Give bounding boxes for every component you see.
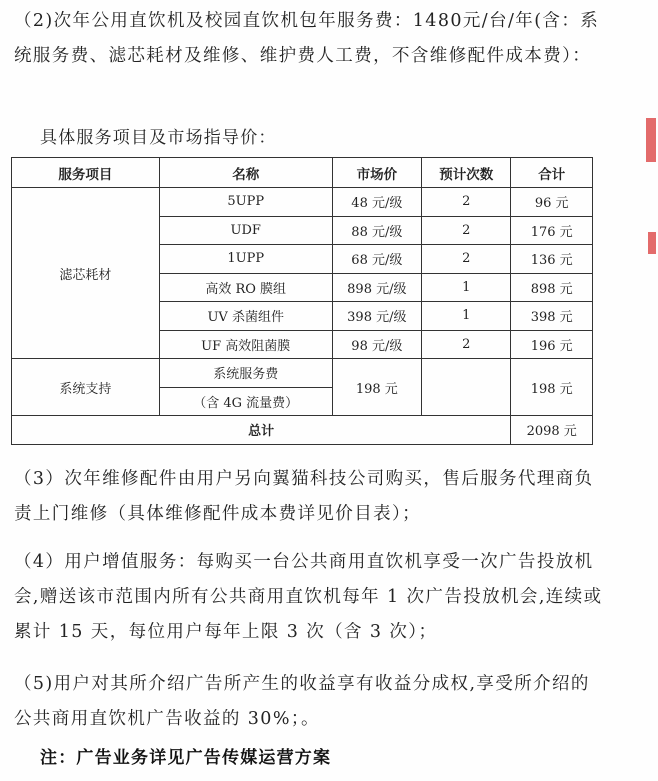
- item-total: 136 元: [511, 245, 593, 274]
- item-count: 2: [422, 188, 511, 217]
- table-total-row: [12, 416, 593, 445]
- item-count: 2: [422, 245, 511, 274]
- total-value: 2098 元: [511, 416, 593, 445]
- item-name: UDF: [159, 216, 332, 245]
- group-filter-consumables: 滤芯耗材: [12, 188, 160, 359]
- header-market-price: 市场价: [332, 158, 421, 188]
- item-count: 1: [422, 302, 511, 331]
- item-count: 1: [422, 273, 511, 302]
- item-total: 898 元: [511, 273, 593, 302]
- paragraph-2: （2)次年公用直饮机及校园直饮机包年服务费：1480元/台/年(含：系统服务费、滤芯耗材及维修、维护费人工费，不含维修配件成本费）：: [14, 11, 600, 66]
- table-row: [12, 188, 593, 217]
- header-service-item: 服务项目: [12, 158, 160, 188]
- price-intro: 具体服务项目及市场指导价：: [40, 128, 277, 148]
- table-row: [12, 359, 593, 388]
- header-total: 合计: [511, 158, 593, 188]
- item-total: 96 元: [511, 188, 593, 217]
- header-estimated-count: 预计次数: [422, 158, 511, 188]
- service-price-table: [11, 157, 593, 445]
- item-price: 398 元/级: [332, 302, 421, 331]
- paragraph-3: （3）次年维修配件由用户另向翼猫科技公司购买，售后服务代理商负责上门维修（具体维修配件成本费详见价目表）；: [14, 469, 594, 524]
- header-name: 名称: [159, 158, 332, 188]
- item-total: 198 元: [511, 359, 593, 416]
- item-price: 88 元/级: [332, 216, 421, 245]
- paragraph-5: （5)用户对其所介绍广告所产生的收益享有收益分成权,享受所介绍的公共商用直饮机广告收益的 30%；。: [14, 674, 590, 729]
- total-label: 总计: [12, 416, 511, 445]
- ad-note: 注：广告业务详见广告传媒运营方案: [40, 748, 332, 768]
- item-total: 398 元: [511, 302, 593, 331]
- item-total: 196 元: [511, 330, 593, 359]
- group-system-support: 系统支持: [12, 359, 160, 416]
- item-name: 系统服务费: [159, 359, 332, 388]
- item-name: 高效 RO 膜组: [159, 273, 332, 302]
- table-header-row: [12, 158, 593, 188]
- item-total: 176 元: [511, 216, 593, 245]
- red-stamp-edge: [646, 118, 656, 162]
- item-count: 2: [422, 330, 511, 359]
- item-name: UV 杀菌组件: [159, 302, 332, 331]
- item-count: 2: [422, 216, 511, 245]
- item-name-note: （含 4G 流量费）: [159, 387, 332, 416]
- item-price: 198 元: [332, 359, 421, 416]
- item-count: [422, 359, 511, 416]
- item-name: 1UPP: [159, 245, 332, 274]
- item-price: 68 元/级: [332, 245, 421, 274]
- paragraph-4: （4）用户增值服务：每购买一台公共商用直饮机享受一次广告投放机会,赠送该市范围内所有公共商用直饮机每年 1 次广告投放机会,连续或累计 15 天，每位用户每年上限 3 次（含 3 次）；: [14, 552, 603, 642]
- item-price: 98 元/级: [332, 330, 421, 359]
- item-price: 48 元/级: [332, 188, 421, 217]
- item-name: 5UPP: [159, 188, 332, 217]
- item-price: 898 元/级: [332, 273, 421, 302]
- red-stamp-edge: [648, 232, 656, 254]
- item-name: UF 高效阻菌膜: [159, 330, 332, 359]
